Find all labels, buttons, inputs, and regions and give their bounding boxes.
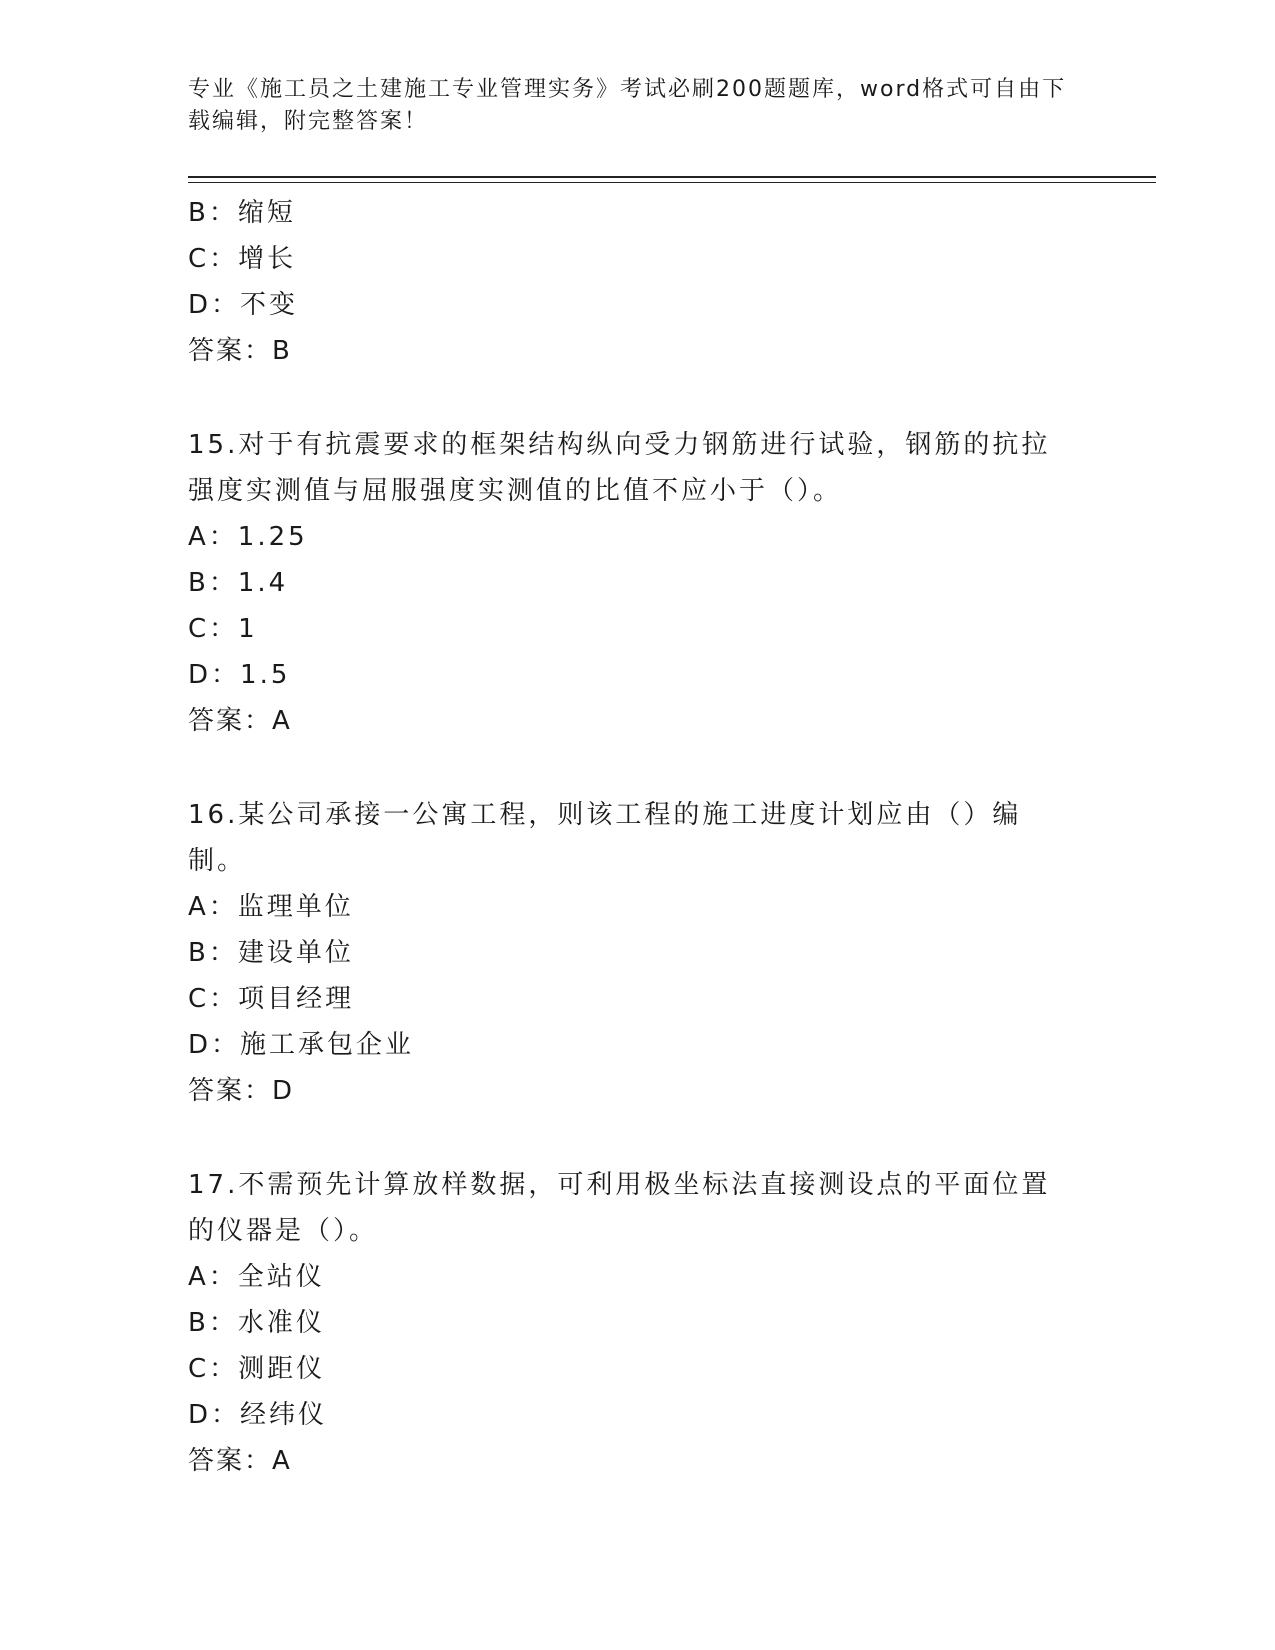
- answer-line: 答案：D: [188, 1076, 295, 1106]
- option-b: B：1.4: [188, 568, 289, 598]
- answer-line: 答案：B: [188, 336, 292, 366]
- option-b: B：缩短: [188, 198, 296, 228]
- question-16: [188, 792, 1088, 1114]
- question-15: [188, 422, 1088, 744]
- option-d: D：施工承包企业: [188, 1030, 415, 1060]
- question-stem: 15.对于有抗震要求的框架结构纵向受力钢筋进行试验，钢筋的抗拉强度实测值与屈服强度实测值的比值不应小于（）。: [188, 430, 1051, 506]
- question-list: [188, 190, 1088, 1484]
- header-rule-thin: [188, 182, 1156, 183]
- option-d: D：经纬仪: [188, 1400, 328, 1430]
- question-17: [188, 1162, 1088, 1484]
- option-c: C：测距仪: [188, 1354, 326, 1384]
- option-c: C：项目经理: [188, 984, 355, 1014]
- option-b: B：建设单位: [188, 938, 354, 968]
- option-b: B：水准仪: [188, 1308, 325, 1338]
- option-a: A：监理单位: [188, 892, 354, 922]
- answer-line: 答案：A: [188, 706, 292, 736]
- prev-question-block: [188, 190, 1088, 374]
- answer-line: 答案：A: [188, 1446, 292, 1476]
- question-stem: 17.不需预先计算放样数据，可利用极坐标法直接测设点的平面位置的仪器是（）。: [188, 1170, 1051, 1246]
- option-d: D：不变: [188, 290, 299, 320]
- document-header: 专业《施工员之土建施工专业管理实务》考试必刷200题题库，word格式可自由下载编辑，附完整答案！: [188, 77, 1067, 134]
- option-c: C：增长: [188, 244, 297, 274]
- option-a: A：全站仪: [188, 1262, 325, 1292]
- question-stem: 16.某公司承接一公寓工程，则该工程的施工进度计划应由（）编制。: [188, 800, 1022, 876]
- header-rule-thick: [188, 176, 1156, 178]
- option-a: A：1.25: [188, 522, 308, 552]
- option-d: D：1.5: [188, 660, 291, 690]
- option-c: C：1: [188, 614, 258, 644]
